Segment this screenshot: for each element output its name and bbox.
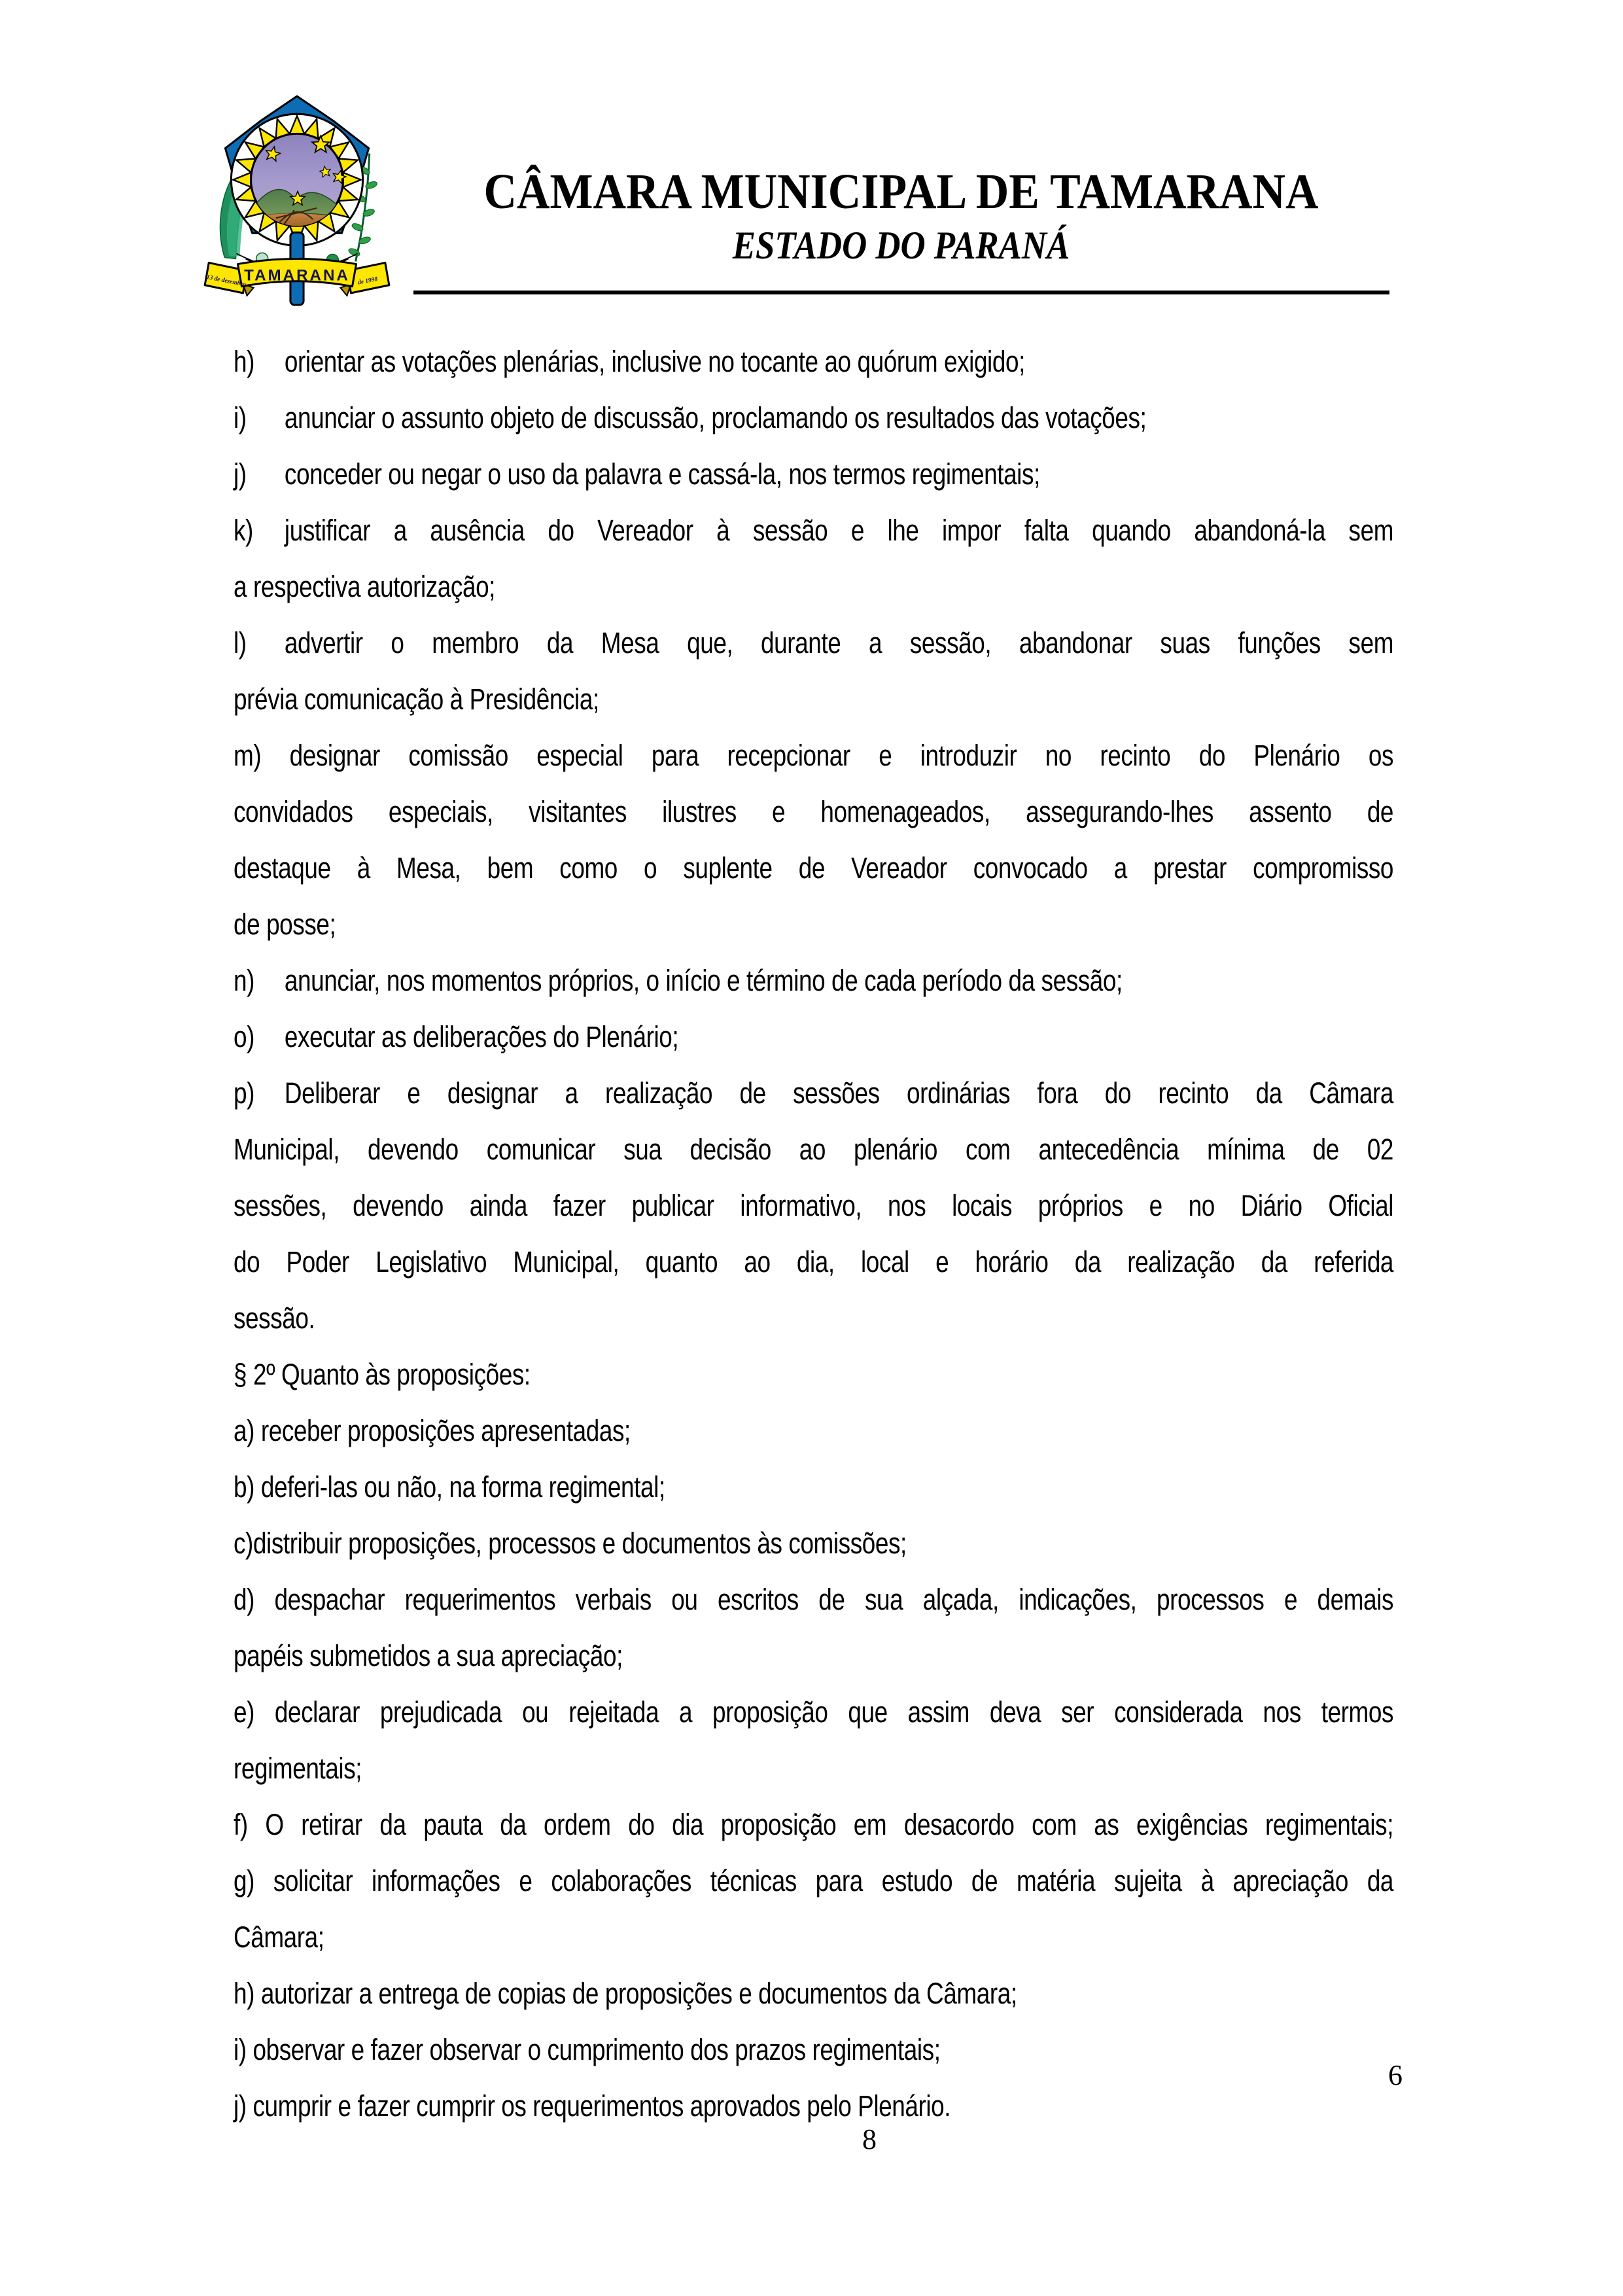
item-letter: o) [234, 1020, 254, 1053]
body-line: h) orientar as votações plenárias, inclusive no tocante ao quórum exigido; [234, 334, 1393, 390]
body-line: papéis submetidos a sua apreciação; [234, 1639, 623, 1672]
body-line: regimentais; [234, 1752, 362, 1785]
body-line: i) anunciar o assunto objeto de discussão, proclamando os resultados das votações; [234, 390, 1393, 446]
document-body [234, 334, 1393, 2134]
body-line: f) O retirar da pauta da ordem do dia proposição em desacordo com as exigências regimentais; [234, 1797, 1393, 1853]
page-number-side: 6 [1388, 2059, 1403, 2091]
sun-icon [231, 114, 362, 245]
item-letter: h) [234, 345, 254, 378]
item-letter: h) [234, 1977, 254, 2010]
banner-text: TAMARANA [244, 266, 350, 285]
body-line: h) autorizar a entrega de copias de proposições e documentos da Câmara; [234, 1966, 1393, 2022]
item-letter: l) [234, 626, 247, 660]
banner-ribbon-right-text: de 1998 [357, 275, 379, 287]
item-letter: f) [234, 1808, 248, 1841]
municipal-crest-logo [198, 93, 396, 310]
body-line: destaque à Mesa, bem como o suplente de Vereador convocado a prestar compromisso [234, 851, 1394, 885]
item-letter: j) [234, 457, 247, 491]
body-line: sessões, devendo ainda fazer publicar informativo, nos locais próprios e no Diário Oficial [234, 1189, 1394, 1222]
item-letter: e) [234, 1695, 254, 1729]
body-line: p) Deliberar e designar a realização de sessões ordinárias fora do recinto da Câmara [234, 1065, 1393, 1122]
body-line: d) despachar requerimentos verbais ou escritos de sua alçada, indicações, processos e demais [234, 1572, 1393, 1628]
body-line: a) receber proposições apresentadas; [234, 1403, 1393, 1459]
item-letter: b) [234, 1470, 254, 1504]
page-subtitle: ESTADO DO PARANÁ [732, 223, 1070, 267]
item-letter: d) [234, 1583, 254, 1616]
item-letter: n) [234, 964, 254, 997]
item-letter: g) [234, 1864, 254, 1898]
body-line: c)distribuir proposições, processos e documentos às comissões; [234, 1515, 1393, 1572]
body-line: sessão. [234, 1301, 315, 1335]
item-letter: j) [234, 2089, 247, 2123]
body-line: k) justificar a ausência do Vereador à sessão e lhe impor falta quando abandoná-la sem [234, 503, 1393, 559]
body-line: l) advertir o membro da Mesa que, durante a sessão, abandonar suas funções sem [234, 615, 1393, 671]
item-letter: k) [234, 514, 253, 547]
page-title: CÂMARA MUNICIPAL DE TAMARANA [483, 164, 1319, 219]
body-line: de posse; [234, 908, 336, 941]
body-line: j) cumprir e fazer cumprir os requerimentos aprovados pelo Plenário. [234, 2078, 1393, 2134]
body-line: m) designar comissão especial para recepcionar e introduzir no recinto do Plenário os [234, 728, 1393, 784]
letterhead [419, 165, 1384, 267]
body-line: j) conceder ou negar o uso da palavra e cassá-la, nos termos regimentais; [234, 446, 1393, 503]
item-letter: p) [234, 1076, 254, 1110]
body-line: g) solicitar informações e colaborações técnicas para estudo de matéria sujeita à apreciação da [234, 1853, 1393, 1909]
body-line: e) declarar prejudicada ou rejeitada a proposição que assim deva ser considerada nos termos [234, 1684, 1393, 1740]
item-letter: i) [234, 2033, 247, 2066]
body-line: i) observar e fazer observar o cumprimento dos prazos regimentais; [234, 2022, 1393, 2078]
body-line: o) executar as deliberações do Plenário; [234, 1009, 1393, 1065]
body-line: § 2º Quanto às proposições: [234, 1358, 531, 1391]
body-line: do Poder Legislativo Municipal, quanto ao dia, local e horário da realização da referida [234, 1245, 1394, 1279]
body-line: a respectiva autorização; [234, 570, 496, 603]
body-line: convidados especiais, visitantes ilustres e homenageados, assegurando-lhes assento de [234, 795, 1394, 828]
item-letter: m) [234, 739, 262, 772]
item-letter: c) [234, 1527, 253, 1560]
header-divider [413, 291, 1389, 294]
banner-ribbon-left-text: 13 de dezembro [205, 274, 247, 289]
item-letter: a) [234, 1414, 254, 1447]
body-line: n) anunciar, nos momentos próprios, o início e término de cada período da sessão; [234, 953, 1393, 1009]
body-line: Câmara; [234, 1920, 324, 1954]
body-line: Municipal, devendo comunicar sua decisão ao plenário com antecedência mínima de 02 [234, 1133, 1394, 1166]
item-letter: i) [234, 401, 247, 434]
page-number-bottom: 8 [862, 2123, 877, 2155]
body-line: b) deferi-las ou não, na forma regimental; [234, 1459, 1393, 1515]
body-line: prévia comunicação à Presidência; [234, 682, 599, 716]
